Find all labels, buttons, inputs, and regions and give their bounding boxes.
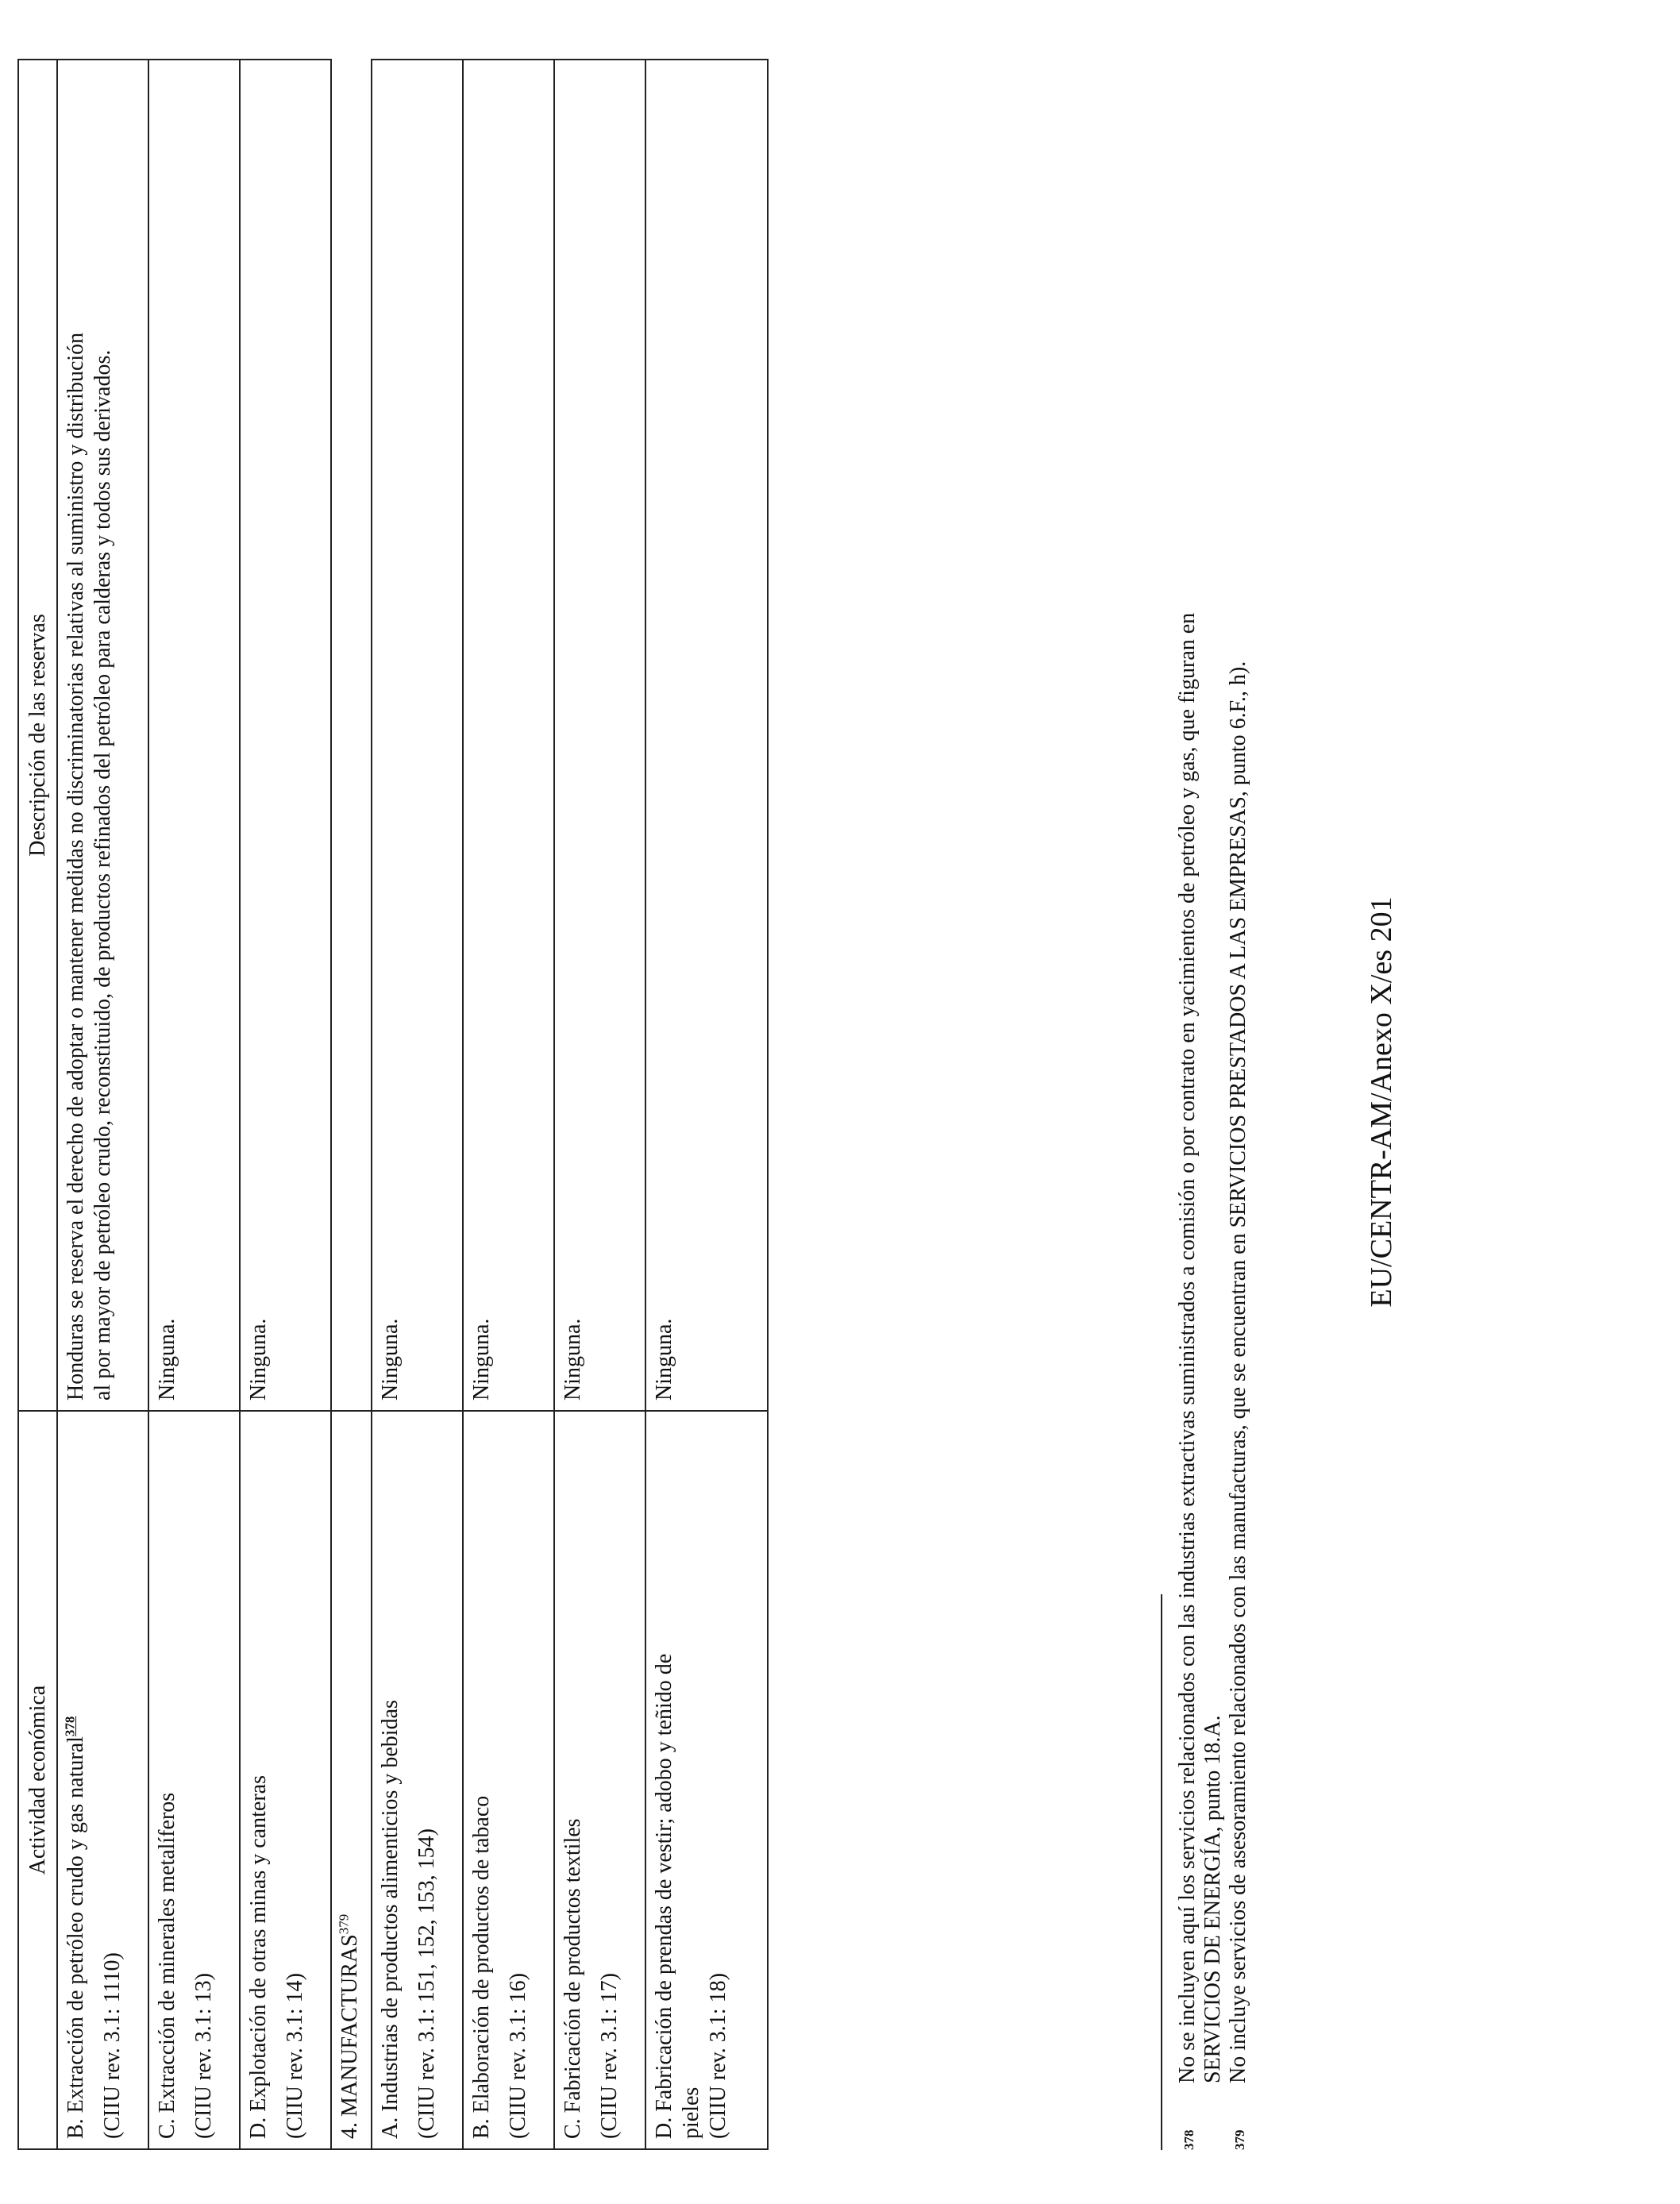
- header-activity: Actividad económica: [18, 1411, 57, 2149]
- section-blank-cell: [331, 60, 372, 1411]
- footnote-text: [1175, 495, 1226, 2083]
- section-heading: [331, 1411, 372, 2149]
- table-row: [57, 60, 148, 2149]
- table-row: [645, 60, 768, 2149]
- activity-cell: [57, 1411, 148, 2149]
- document-reference: EU/CENTR-AM/Anexo X/es 201: [1365, 896, 1398, 1308]
- activity-cell: [554, 1411, 645, 2149]
- table-row: [554, 60, 645, 2149]
- footnote-separator: [1161, 1594, 1162, 2150]
- description-cell: Ninguna.: [554, 60, 645, 1411]
- section-row: [331, 60, 372, 2149]
- footnote-ref-378[interactable]: 378: [62, 1716, 78, 1737]
- activity-label: D. Fabricación de prendas de vestir; adobo y teñido de: [651, 1653, 676, 2139]
- footnote-line: No incluye servicios de asesoramiento relacionados con las manufacturas, que se encuentran en SERVICIOS PRESTADOS A LAS EMPRESAS, punto 6.F., h).: [1226, 661, 1250, 2083]
- footnote-line: No se incluyen aquí los servicios relacionados con las industrias extractivas suministrados a comisión o por contrato en yacimientos de petróleo y gas, que figuran en: [1175, 612, 1200, 2083]
- activity-cell: [372, 1411, 463, 2149]
- footnote-text: [1226, 495, 1251, 2083]
- table-row: [240, 60, 331, 2149]
- header-description: Descripción de las reservas: [18, 60, 57, 1411]
- activity-label: C. Fabricación de productos textiles: [561, 1818, 586, 2139]
- table-header-row: [18, 60, 57, 2149]
- activity-cell: [240, 1411, 331, 2149]
- activity-code: (CIIU rev. 3.1: 16): [506, 1973, 531, 2139]
- activity-code: (CIIU rev. 3.1: 18): [705, 1973, 730, 2139]
- description-cell: [57, 60, 148, 1411]
- reservations-table: [17, 59, 769, 2150]
- activity-cell: [645, 1411, 768, 2149]
- footnote-line: SERVICIOS DE ENERGÍA, punto 18.A.: [1200, 1715, 1225, 2083]
- description-line: Honduras se reserva el derecho de adoptar o mantener medidas no discriminatorias relativas al suministro y distribución: [64, 332, 89, 1401]
- activity-label-cont: pieles: [678, 2086, 703, 2139]
- activity-code: (CIIU rev. 3.1: 13): [191, 1973, 217, 2139]
- activity-code: (CIIU rev. 3.1: 151, 152, 153, 154): [414, 1828, 440, 2139]
- description-cell: Ninguna.: [148, 60, 240, 1411]
- activity-cell: [463, 1411, 554, 2149]
- activity-label: A. Industrias de productos alimenticios y bebidas: [378, 1700, 403, 2139]
- description-cell: Ninguna.: [645, 60, 768, 1411]
- activity-label: C. Extracción de minerales metalíferos: [155, 1792, 180, 2139]
- description-cell: Ninguna.: [463, 60, 554, 1411]
- activity-label: B. Extracción de petróleo crudo y gas natural: [64, 1736, 89, 2139]
- footnote-ref-379[interactable]: 379: [336, 1913, 352, 1935]
- footnote-number: 378: [1181, 2129, 1196, 2150]
- section-title: 4. MANUFACTURAS: [337, 1934, 362, 2139]
- table-row: [463, 60, 554, 2149]
- description-cell: Ninguna.: [372, 60, 463, 1411]
- activity-label: D. Explotación de otras minas y canteras: [246, 1775, 272, 2139]
- footnote-number: 379: [1232, 2129, 1247, 2150]
- activity-code: (CIIU rev. 3.1: 17): [597, 1973, 622, 2139]
- description-cell: Ninguna.: [240, 60, 331, 1411]
- table-row: [148, 60, 240, 2149]
- description-line: al por mayor de petróleo crudo, reconstituido, de productos refinados del petróleo para calderas y todos sus derivados.: [91, 349, 116, 1401]
- activity-code: (CIIU rev. 3.1: 14): [283, 1973, 308, 2139]
- activity-cell: [148, 1411, 240, 2149]
- table-row: [372, 60, 463, 2149]
- activity-code: (CIIU rev. 3.1: 1110): [100, 1952, 125, 2139]
- activity-label: B. Elaboración de productos de tabaco: [469, 1795, 495, 2139]
